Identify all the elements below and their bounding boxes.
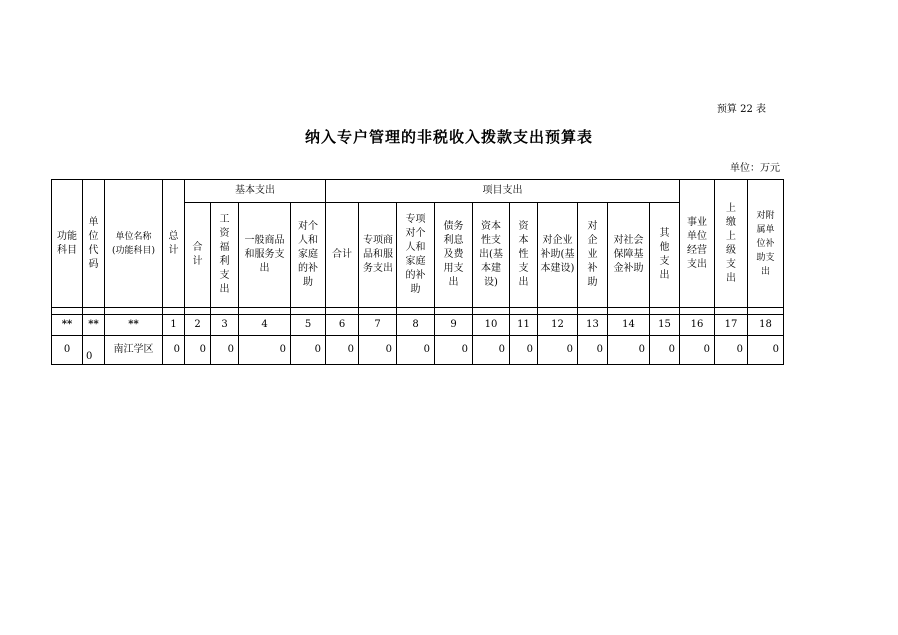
column-number: 5: [291, 315, 326, 336]
column-number: 13: [578, 315, 608, 336]
page-title: 纳入专户管理的非税收入拨款支出预算表: [304, 128, 593, 146]
cell-value: 0: [608, 336, 650, 365]
header-project-debt: 债务利息及费用支出: [435, 203, 473, 308]
cell-value: 0: [239, 336, 291, 365]
header-project-personal: 专项对个人和家庭的补助: [397, 203, 435, 308]
cell-value: 0: [538, 336, 578, 365]
cell-value: 0: [359, 336, 397, 365]
cell-value: 0: [473, 336, 510, 365]
header-func-subject: 功能科目: [52, 180, 83, 308]
header-upper: 上缴上级支出: [715, 180, 748, 308]
header-project-goods: 专项商品和服务支出: [359, 203, 397, 308]
cell-value: 0: [748, 336, 784, 365]
cell-value: 0: [163, 336, 185, 365]
cell-value: 0: [680, 336, 715, 365]
column-number: 4: [239, 315, 291, 336]
header-project-total: 合计: [326, 203, 359, 308]
column-number: 1: [163, 315, 185, 336]
header-subsidy: 对附属单位补助支出: [748, 180, 784, 308]
cell-func-subject: 0: [52, 336, 83, 365]
cell-unit-code: 0: [83, 336, 105, 365]
header-project-capital: 资本性支出: [510, 203, 538, 308]
column-number: 16: [680, 315, 715, 336]
cell-value: 0: [510, 336, 538, 365]
column-number: 9: [435, 315, 473, 336]
column-number: 10: [473, 315, 510, 336]
stars-cell: **: [105, 315, 163, 336]
unit-label: 单位：万元: [730, 163, 780, 174]
cell-value: 0: [650, 336, 680, 365]
budget-table: [51, 179, 784, 365]
header-project-group: 项目支出: [326, 180, 680, 203]
column-number: 17: [715, 315, 748, 336]
header-basic-personal: 对个人和家庭的补助: [291, 203, 326, 308]
header-project-enterprise: 对企业补助: [578, 203, 608, 308]
header-unit-name: 单位名称 (功能科目): [105, 180, 163, 308]
header-project-capital-construction: 资本性支出(基本建设): [473, 203, 510, 308]
cell-value: 0: [291, 336, 326, 365]
form-number: 预算 22 表: [716, 104, 766, 115]
column-number: 8: [397, 315, 435, 336]
cell-value: 0: [185, 336, 211, 365]
cell-value: 0: [211, 336, 239, 365]
column-number: 12: [538, 315, 578, 336]
header-project-social-security: 对社会保障基金补助: [608, 203, 650, 308]
cell-value: 0: [326, 336, 359, 365]
header-basic-goods: 一般商品和服务支出: [239, 203, 291, 308]
cell-unit-name: 南江学区: [105, 336, 163, 365]
table-row: [52, 336, 784, 365]
column-number: 2: [185, 315, 211, 336]
cell-value: 0: [435, 336, 473, 365]
cell-value: 0: [715, 336, 748, 365]
header-basic-total: 合计: [185, 203, 211, 308]
column-number: 3: [211, 315, 239, 336]
column-number: 11: [510, 315, 538, 336]
stars-cell: **: [83, 315, 105, 336]
stars-cell: **: [52, 315, 83, 336]
column-number: 6: [326, 315, 359, 336]
column-number: 7: [359, 315, 397, 336]
header-project-other: 其他支出: [650, 203, 680, 308]
header-basic-salary: 工资福利支出: [211, 203, 239, 308]
header-project-enterprise-construction: 对企业补助(基本建设): [538, 203, 578, 308]
header-enterprise: 事业单位经营支出: [680, 180, 715, 308]
column-number: 14: [608, 315, 650, 336]
header-basic-group: 基本支出: [185, 180, 326, 203]
cell-value: 0: [578, 336, 608, 365]
column-number: 18: [748, 315, 784, 336]
header-total: 总计: [163, 180, 185, 308]
column-number: 15: [650, 315, 680, 336]
header-unit-code: 单位代码: [83, 180, 105, 308]
cell-value: 0: [397, 336, 435, 365]
